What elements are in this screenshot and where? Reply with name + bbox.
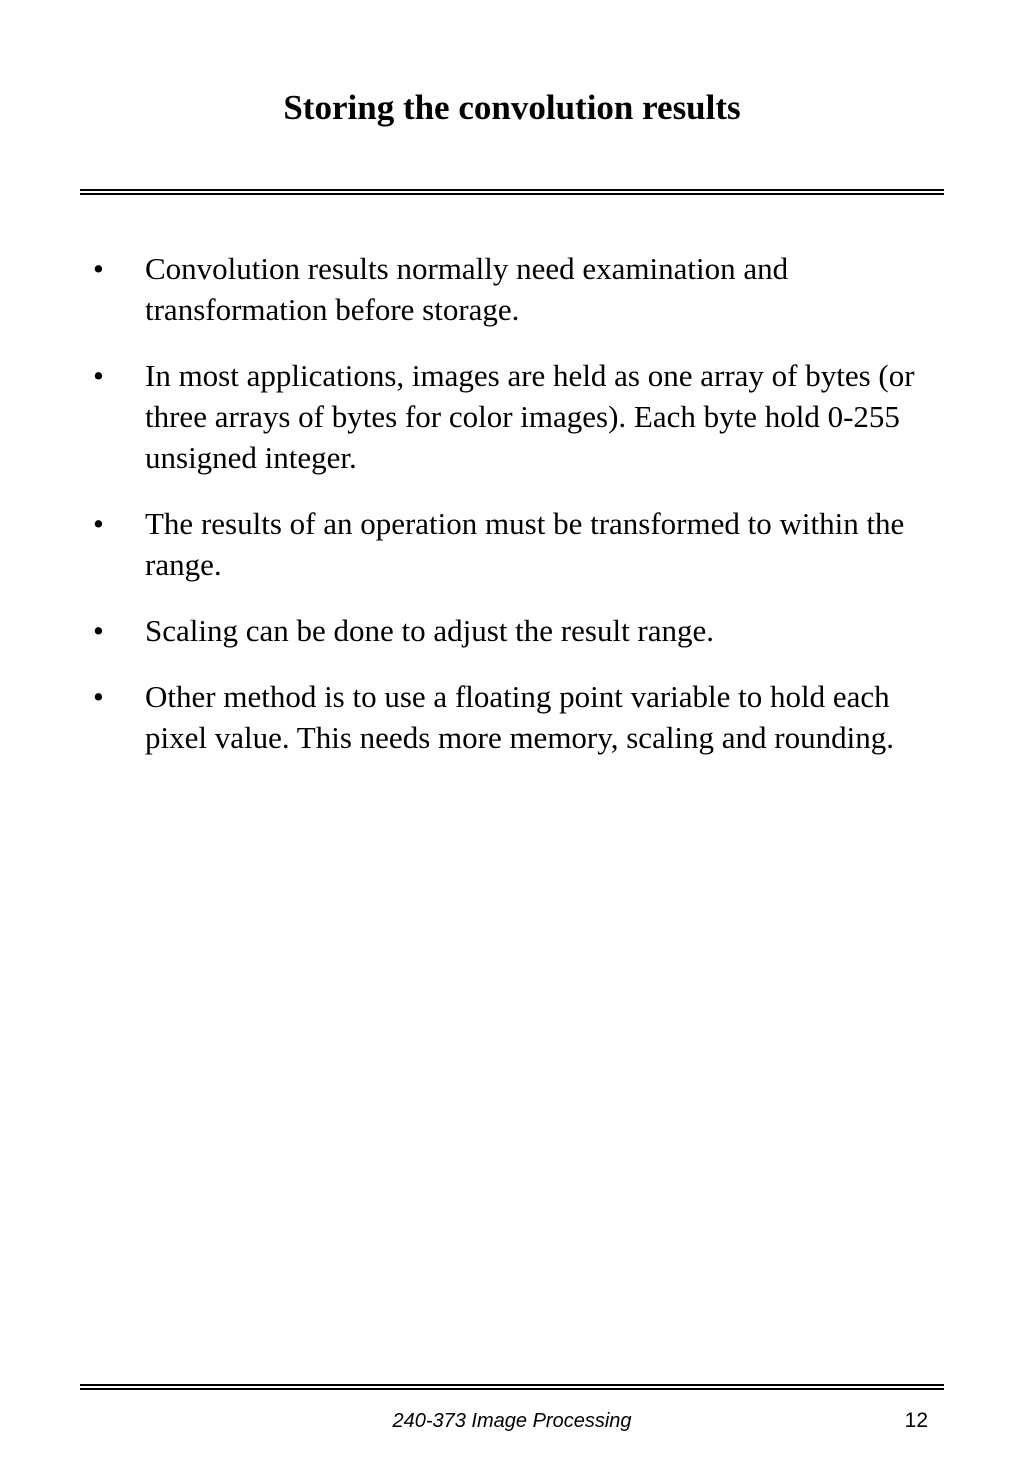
bullet-mark: • <box>93 251 104 286</box>
page-number: 12 <box>904 1409 928 1432</box>
bullet-item <box>0 676 1024 758</box>
bullet-mark: • <box>93 506 104 541</box>
bullet-mark: • <box>93 613 104 648</box>
page-title: Storing the convolution results <box>283 88 741 127</box>
bullet-mark: • <box>93 358 104 393</box>
bullet-item <box>0 248 1024 330</box>
footer-divider <box>80 1384 944 1390</box>
bullet-item <box>0 610 1024 651</box>
bullet-item <box>0 355 1024 478</box>
bullet-text: In most applications, images are held as one array of bytes (or three arrays of bytes for color images). Each byte hold 0-255 unsigned integer. <box>145 358 915 475</box>
bullet-item <box>0 503 1024 585</box>
bullet-text: The results of an operation must be transformed to within the range. <box>145 506 905 582</box>
bullet-list <box>0 248 1024 783</box>
bullet-text: Other method is to use a floating point variable to hold each pixel value. This needs more memory, scaling and rounding. <box>145 679 894 755</box>
footer-course-title: 240-373 Image Processing <box>392 1410 632 1432</box>
bullet-text: Scaling can be done to adjust the result range. <box>145 613 715 648</box>
title-divider <box>80 189 944 195</box>
bullet-text: Convolution results normally need examination and transformation before storage. <box>145 251 789 327</box>
bullet-mark: • <box>93 679 104 714</box>
